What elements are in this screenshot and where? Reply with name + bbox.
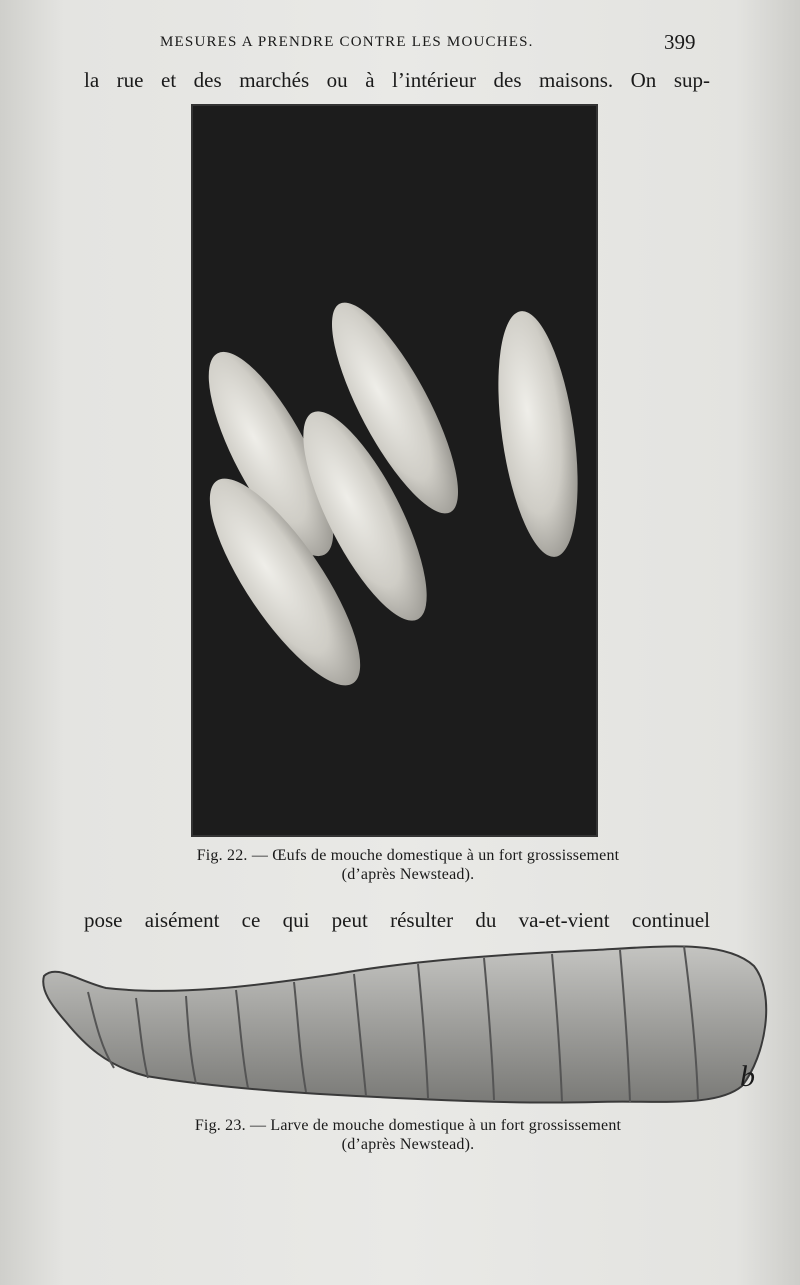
- fly-eggs-photo: [191, 104, 598, 837]
- caption-line: (d’après Newstead).: [341, 866, 475, 883]
- fly-larva-drawing: [36, 936, 776, 1112]
- figure-caption: [108, 846, 708, 884]
- page-number: 399: [664, 30, 696, 54]
- body-text-line: pose aisément ce qui peut résulter du va-et-vient continuel: [84, 908, 710, 932]
- caption-line: Fig. 22. — Œufs de mouche domestique à un fort grossissement: [196, 847, 620, 864]
- caption-line: Fig. 23. — Larve de mouche domestique à un fort grossissement: [194, 1117, 622, 1134]
- figure-caption: [108, 1116, 708, 1154]
- caption-line: (d’après Newstead).: [341, 1136, 475, 1153]
- figure-label: b: [740, 1060, 755, 1093]
- page-header: [0, 30, 800, 58]
- body-text-line: la rue et des marchés ou à l’intérieur des maisons. On sup-: [84, 68, 710, 92]
- running-title: MESURES A PRENDRE CONTRE LES MOUCHES.: [160, 34, 534, 50]
- larva-body: [43, 946, 766, 1102]
- egg: [485, 306, 591, 562]
